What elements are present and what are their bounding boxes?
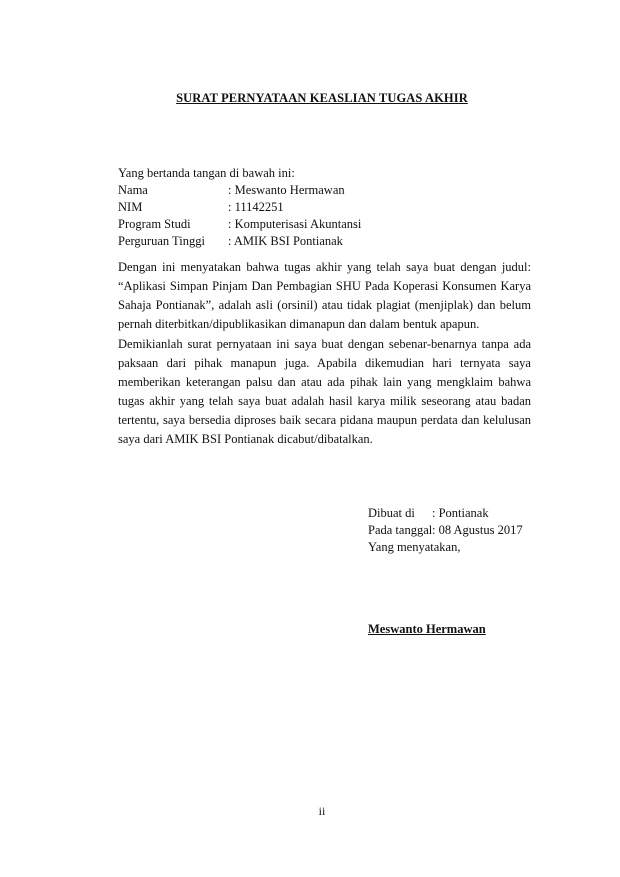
place-value: : Pontianak	[432, 506, 489, 520]
place-row	[368, 505, 523, 522]
field-value: : 11142251	[228, 200, 284, 214]
field-value: : AMIK BSI Pontianak	[228, 234, 343, 248]
date-value: : 08 Agustus 2017	[432, 523, 523, 537]
page-number: ii	[318, 804, 326, 818]
field-row-nim	[118, 199, 361, 216]
field-value: : Meswanto Hermawan	[228, 183, 345, 197]
closing-paragraph: Demikianlah surat pernyataan ini saya buat dengan sebenar-benarnya tanpa ada paksaan dari pihak manapun juga. Apabila dikemudian hari ternyata saya memberikan keterangan palsu dan atau ada pihak lain yang mengklaim bahwa tugas akhir yang telah saya buat adalah hasil karya milik seseorang atau badan tertentu, saya bersedia diproses baik secara pidana maupun perdata dan kelulusan saya dari AMIK BSI Pontianak dicabut/dibatalkan.	[118, 337, 531, 446]
field-row-nama	[118, 182, 361, 199]
signatory-name: Meswanto Hermawan	[368, 622, 486, 636]
field-label: NIM	[118, 200, 143, 214]
intro-text: Yang bertanda tangan di bawah ini:	[118, 166, 295, 180]
field-row-program-studi	[118, 216, 361, 233]
field-label: Nama	[118, 183, 148, 197]
date-row	[368, 522, 523, 539]
field-row-perguruan-tinggi	[118, 233, 361, 250]
field-label: Program Studi	[118, 217, 191, 231]
statement-row	[368, 539, 523, 556]
identity-fields	[118, 182, 361, 250]
document-title: SURAT PERNYATAAN KEASLIAN TUGAS AKHIR	[176, 91, 468, 105]
signature-block	[368, 505, 523, 556]
place-label: Dibuat di	[368, 506, 415, 520]
date-label: Pada tanggal	[368, 523, 433, 537]
field-value: : Komputerisasi Akuntansi	[228, 217, 362, 231]
signature-statement: Yang menyatakan,	[368, 540, 461, 554]
field-label: Perguruan Tinggi	[118, 234, 205, 248]
statement-paragraph: Dengan ini menyatakan bahwa tugas akhir yang telah saya buat dengan judul: “Aplikasi Simpan Pinjam Dan Pembagian SHU Pada Koperasi Konsumen Karya Sahaja Pontianak”, adalah asli (orsinil) atau tidak plagiat (menjiplak) dan belum pernah diterbitkan/dipublikasikan dimanapun dan dalam bentuk apapun.	[118, 260, 531, 331]
